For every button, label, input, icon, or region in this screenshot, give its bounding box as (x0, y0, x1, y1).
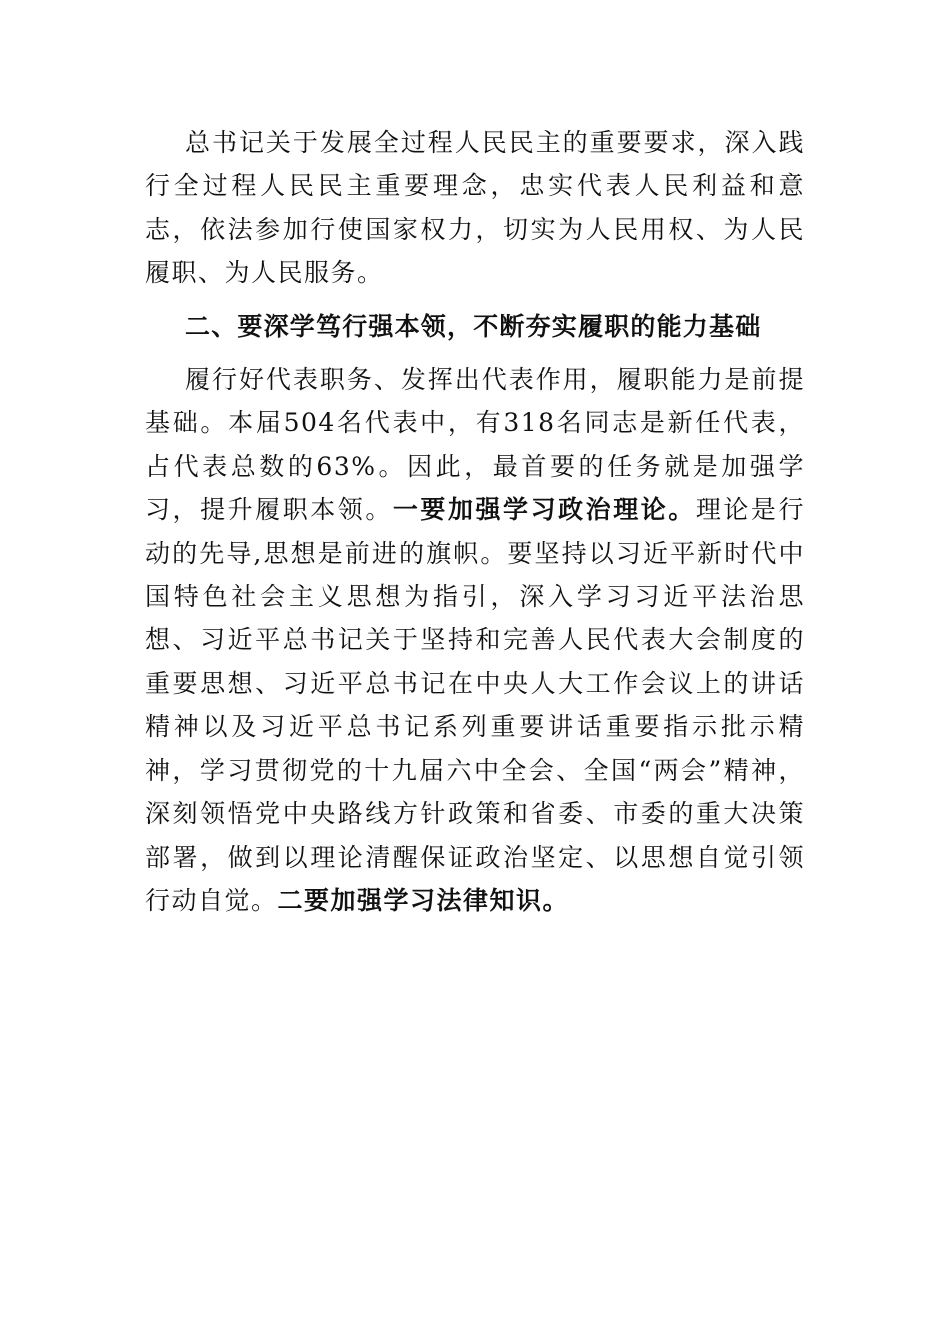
section-heading: 二、要深学笃行强本领，不断夯实履职的能力基础 (185, 311, 762, 341)
document-body (145, 121, 805, 922)
bold-point-one: 一要加强学习政治理论。 (392, 495, 696, 525)
paragraph-text: 理论是行动的先导,思想是前进的旗帜。要坚持以习近平新时代中国特色社会主义思想为指引，深入学习习近平法治思想、习近平总书记关于坚持和完善人民代表大会制度的重要思想、习近平总书记在中央人大工作会议上的讲话精神以及习近平总书记系列重要讲话重要指示批示精神，学习贯彻党的十九届六中全会、全国“两会”精神，深刻领悟党中央路线方针政策和省委、市委的重大决策部署，做到以理论清醒保证政治坚定、以思想自觉引领行动自觉。 (145, 495, 805, 915)
paragraph-spacer (145, 348, 805, 358)
paragraph-continuation: 总书记关于发展全过程人民民主的重要要求，深入践行全过程人民民主重要理念，忠实代表人民利益和意志，依法参加行使国家权力，切实为人民用权、为人民履职、为人民服务。 (145, 128, 805, 288)
paragraph-spacer (145, 295, 805, 305)
bold-point-two: 二要加强学习法律知识。 (277, 885, 570, 915)
paragraph-text: 履行好代表职务、发挥出代表作用，履职能力是前提基础。本届504名代表中，有318名同志是新任代表，占代表总数的63%。因此，最首要的任务就是加强学习，提升履职本领。 (145, 365, 805, 525)
section-paragraph (145, 358, 805, 922)
